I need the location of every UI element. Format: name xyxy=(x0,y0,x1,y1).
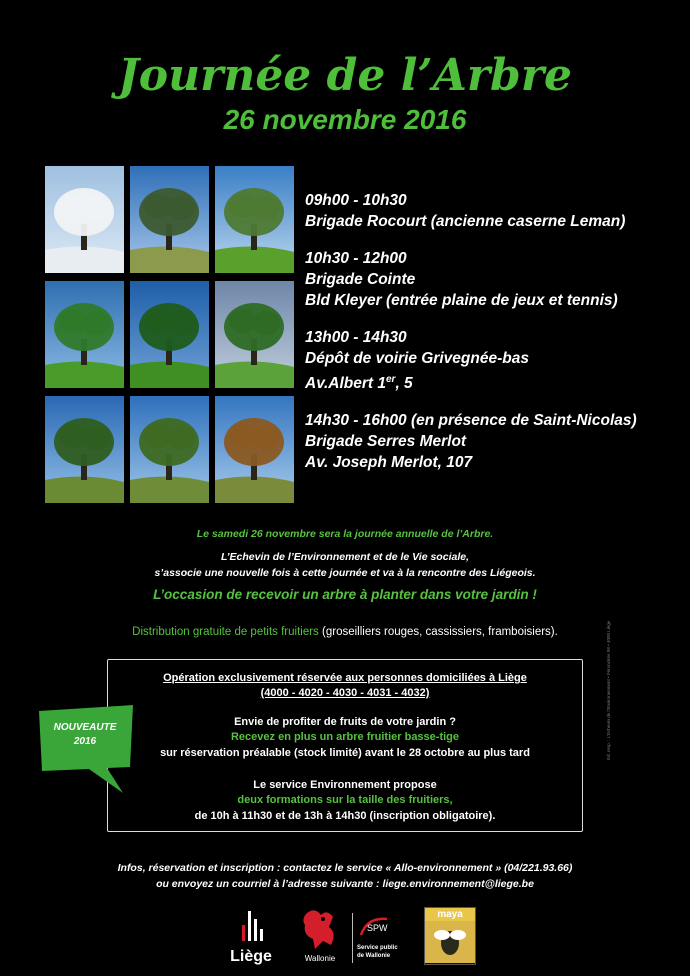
slot-location: Brigade Cointe xyxy=(305,271,416,288)
schedule xyxy=(305,190,685,489)
slot-address: Av. Joseph Merlot, 107 xyxy=(305,454,473,472)
tree-photo xyxy=(130,396,209,503)
nouveaute-badge xyxy=(37,705,137,795)
box-heading: Opération exclusivement réservée aux personnes domiciliées à Liège xyxy=(163,672,527,684)
logo-bar xyxy=(0,905,690,975)
page-title: Journée de l’Arbre xyxy=(117,50,572,101)
box-postcodes: (4000 - 4020 - 4030 - 4031 - 4032) xyxy=(260,687,430,699)
info-text: Infos, réservation et inscription : contactez le service « Allo-environnement » (04/221.93.66) ou envoyez un courriel à l’adresse suivante : liege.environnement@liege.be xyxy=(117,862,573,890)
spw-logo: SPW Service public de Wallonie xyxy=(357,913,407,960)
slot-location: Dépôt de voirie Grivegnée-bas xyxy=(305,350,529,367)
event-date: 26 novembre 2016 xyxy=(223,104,467,135)
publisher-note: Ed. resp. : L’Echevin de l’Environnement • Féronstrée 98 • 4000 Liège xyxy=(606,620,611,760)
tree-photo-grid xyxy=(45,166,294,503)
badge-text: NOUVEAUTE 2016 xyxy=(53,722,117,747)
box-question: Envie de profiter de fruits de votre jardin ? xyxy=(234,716,456,728)
tree-photo xyxy=(215,166,294,273)
box-training: deux formations sur la taille des fruitiers, xyxy=(237,794,453,806)
box-service: Le service Environnement propose xyxy=(253,779,437,791)
maya-logo: maya xyxy=(424,907,476,965)
logo-divider xyxy=(352,913,353,963)
slot-time: 13h00 - 14h30 xyxy=(305,329,407,346)
tree-photo xyxy=(215,396,294,503)
organizer-text: L’Echevin de l’Environnement et de le Vie sociale, s’associe une nouvelle fois à cette journée et va à la rencontre des Liégeois. xyxy=(154,551,536,579)
box-hours: de 10h à 11h30 et de 13h à 14h30 (inscription obligatoire). xyxy=(194,810,496,822)
wallonie-logo: Wallonie xyxy=(293,905,347,963)
slot-time: 10h30 - 12h00 xyxy=(305,250,407,267)
slot-address: Av.Albert 1er, 5 xyxy=(305,374,413,393)
slot-time: 09h00 - 10h30 xyxy=(305,192,407,209)
tree-photo xyxy=(215,281,294,388)
distribution-text: Distribution gratuite de petits fruitiers (groseilliers rouges, cassissiers, framboisiers). xyxy=(132,626,558,638)
intro-text: Le samedi 26 novembre sera la journée annuelle de l’Arbre. xyxy=(196,528,494,540)
offer-box xyxy=(107,659,583,832)
tree-photo xyxy=(45,396,124,503)
tree-photo xyxy=(45,281,124,388)
tree-photo xyxy=(45,166,124,273)
schedule-slot xyxy=(305,410,685,473)
schedule-slot xyxy=(305,190,685,232)
liege-logo: Liège xyxy=(226,905,276,966)
occasion-text: L’occasion de recevoir un arbre à planter dans votre jardin ! xyxy=(153,587,537,602)
tree-photo xyxy=(130,166,209,273)
slot-address: Bld Kleyer (entrée plaine de jeux et tennis) xyxy=(305,292,618,309)
slot-location: Brigade Rocourt (ancienne caserne Leman) xyxy=(305,213,626,230)
box-reservation: sur réservation préalable (stock limité) avant le 28 octobre au plus tard xyxy=(160,747,530,759)
box-offer: Recevez en plus un arbre fruitier basse-tige xyxy=(230,731,460,743)
slot-time: 14h30 - 16h00 (en présence de Saint-Nicolas) xyxy=(305,412,637,430)
tree-photo xyxy=(130,281,209,388)
slot-location: Brigade Serres Merlot xyxy=(305,433,467,451)
schedule-slot xyxy=(305,327,685,394)
schedule-slot xyxy=(305,248,685,311)
